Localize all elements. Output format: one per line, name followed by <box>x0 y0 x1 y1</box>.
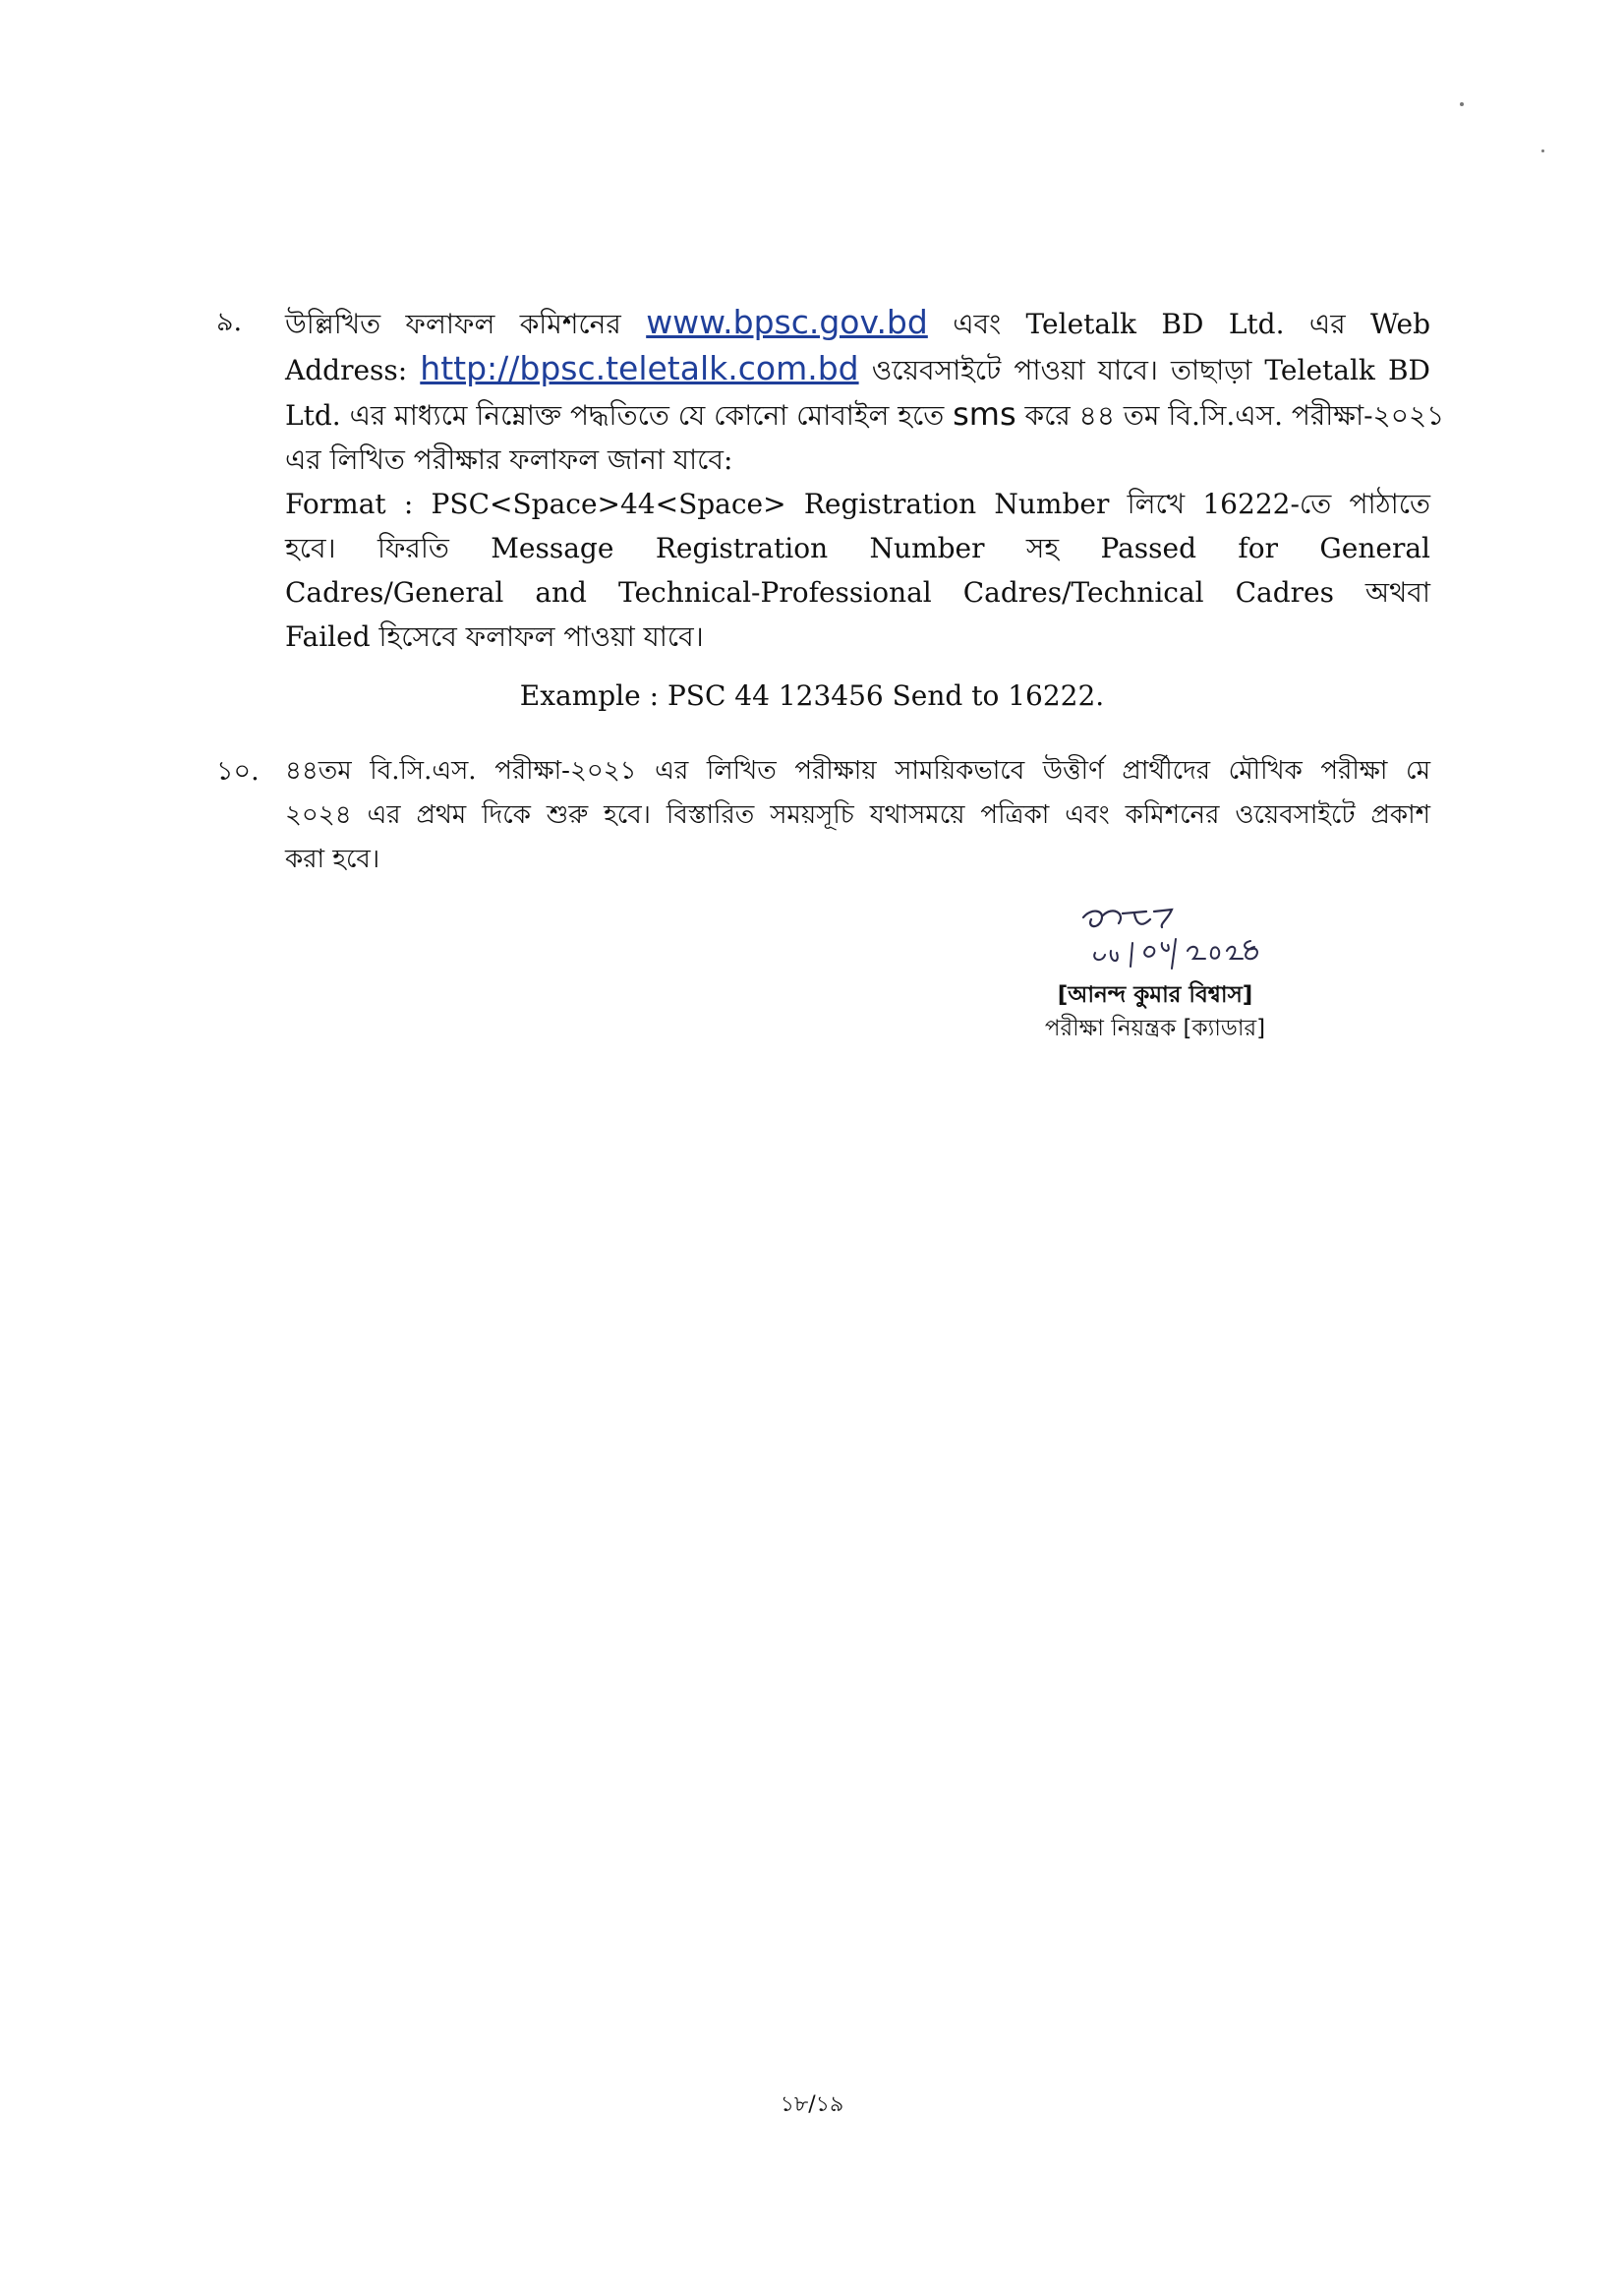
text-segment: করে ৪৪ তম বি.সি.এস. পরীক্ষা-২০২১ <box>1015 399 1445 432</box>
item9-line-4: এর লিখিত পরীক্ষার ফলাফল জানা যাবে: <box>285 443 733 476</box>
item10-line-3: করা হবে। <box>285 845 380 874</box>
item10-line-1: ৪৪তম বি.সি.এস. পরীক্ষা-২০২১ এর লিখিত পরীক্ষায় সাময়িকভাবে উত্তীর্ণ প্রার্থীদের মৌখিক পরীক্ষা মে <box>285 756 1430 786</box>
text-segment: ওয়েবসাইটে পাওয়া যাবে। তাছাড়া Teletalk BD <box>858 354 1430 386</box>
item10-line-2: ২০২৪ এর প্রথম দিকে শুরু হবে। বিস্তারিত সময়সূচি যথাসময়ে পত্রিকা এবং কমিশনের ওয়েবসাইটে প্রকাশ <box>285 800 1430 830</box>
item9-line-2 <box>285 346 1430 392</box>
signature-icon <box>1052 900 1307 978</box>
notice-item-9 <box>216 300 1445 659</box>
sms-text: sms <box>953 395 1016 433</box>
item9-line-3 <box>285 392 1445 438</box>
item9-format-line: Format : PSC<Space>44<Space> Registration Number লিখে 16222-তে পাঠাতে <box>285 488 1430 520</box>
notice-item-10 <box>216 749 1430 882</box>
teletalk-website-link[interactable]: http://bpsc.teletalk.com.bd <box>420 349 859 387</box>
text-segment: Address: <box>285 354 421 386</box>
text-segment: Ltd. এর মাধ্যমে নিম্নোক্ত পদ্ধতিতে যে কোনো মোবাইল হতে <box>285 399 954 432</box>
scan-speck <box>1541 149 1544 152</box>
item-number: ১০. <box>216 756 260 787</box>
handwritten-signature <box>1013 900 1298 978</box>
item-number: ৯. <box>216 307 243 337</box>
text-segment: এবং Teletalk BD Ltd. এর Web <box>927 308 1430 340</box>
item9-line-6: হবে। ফিরতি Message Registration Number সহ Passed for General <box>285 532 1430 564</box>
signatory-name: [আনন্দ কুমার বিশ্বাস] <box>1057 982 1253 1008</box>
sms-example: Example : PSC 44 123456 Send to 16222. <box>519 679 1105 712</box>
item9-line-7: Cadres/General and Technical-Professional Cadres/Technical Cadres অথবা <box>285 576 1430 609</box>
page-number: ১৮/১৯ <box>780 2092 844 2117</box>
item9-line-8: Failed হিসেবে ফলাফল পাওয়া যাবে। <box>285 620 704 653</box>
scan-speck <box>1460 102 1464 106</box>
item9-line-1 <box>285 300 1430 346</box>
bpsc-website-link[interactable]: www.bpsc.gov.bd <box>646 303 928 341</box>
signature-block <box>1013 900 1298 1045</box>
signatory-title: পরীক্ষা নিয়ন্ত্রক [ক্যাডার] <box>1044 1016 1266 1041</box>
text-segment: উল্লিখিত ফলাফল কমিশনের <box>285 308 647 340</box>
